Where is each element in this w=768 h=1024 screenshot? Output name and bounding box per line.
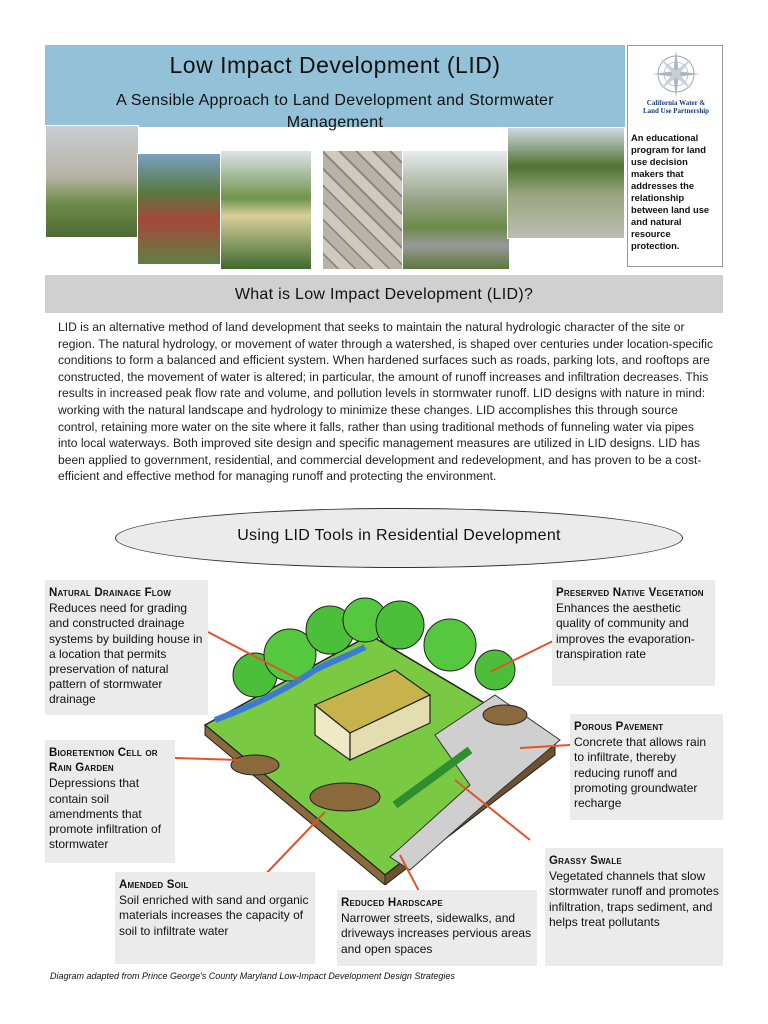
callout-amended-soil xyxy=(115,872,315,964)
logo-line-2: Land Use Partnership xyxy=(642,107,710,115)
page-title: Low Impact Development (LID) xyxy=(169,52,501,78)
callout-porous-pavement xyxy=(570,714,723,820)
callout-bioretention-cell xyxy=(45,740,175,863)
diagram-title: Using LID Tools in Residential Development xyxy=(237,527,561,544)
callout-heading: Reduced Hardscape xyxy=(341,897,443,909)
program-description: An educational program for land use decision makers that addresses the relationship between land use and natural resource protection. xyxy=(631,132,710,251)
callout-grassy-swale xyxy=(545,848,723,966)
section-heading: What is Low Impact Development (LID)? xyxy=(234,286,534,303)
callout-text: Reduces need for grading and constructed drainage systems by building house in a location that permits preservation of natural pattern of stormwater drainage xyxy=(49,601,203,707)
leader-bioretention xyxy=(175,758,240,760)
callout-text: Depressions that contain soil amendments that promote infiltration of stormwater xyxy=(49,776,162,852)
callout-text: Narrower streets, sidewalks, and driveways increases pervious areas and open spaces xyxy=(341,911,532,956)
leader-porous-pavement xyxy=(520,745,570,748)
callout-text: Soil enriched with sand and organic materials increases the capacity of soil to infiltrate water xyxy=(119,893,309,938)
callout-heading: Amended Soil xyxy=(119,879,189,891)
leader-amended-soil xyxy=(260,812,325,880)
callout-heading: Bioretention Cell or Rain Garden xyxy=(49,747,158,775)
callout-preserved-native-vegetation xyxy=(552,580,715,686)
callout-heading: Preserved Native Vegetation xyxy=(556,587,704,599)
callout-reduced-hardscape xyxy=(337,890,537,966)
page-subtitle: A Sensible Approach to Land Development and Stormwater Management xyxy=(116,92,554,131)
callout-text: Concrete that allows rain to infiltrate, thereby reducing runoff and promoting groundwater recharge xyxy=(574,735,707,811)
callout-text: Enhances the aesthetic quality of community and improves the evaporation-transpiration rate xyxy=(556,601,695,661)
diagram-caption: Diagram adapted from Prince George's County Maryland Low-Impact Development Design Strategies xyxy=(50,971,455,981)
callout-heading: Porous Pavement xyxy=(574,721,664,733)
leader-grassy-swale xyxy=(455,780,530,840)
callout-natural-drainage-flow xyxy=(45,580,208,715)
leader-reduced-hardscape xyxy=(400,855,420,893)
callout-heading: Grassy Swale xyxy=(549,855,622,867)
callout-heading: Natural Drainage Flow xyxy=(49,587,172,599)
callout-text: Vegetated channels that slow stormwater runoff and promotes infiltration, traps sediment, and helps treat pollutants xyxy=(549,869,719,929)
lid-description-paragraph: LID is an alternative method of land development that seeks to maintain the natural hydrologic character of the site or region. The natural hydrology, or movement of water through a watershed, is shaped over centuries under location-specific conditions to form a balanced and efficient system. When hardened surfaces such as roads, parking lots, and rooftops are constructed, the movement of water is altered; in particular, the amount of runoff increases and infiltration decreases. This results in increased peak flow rate and volume, and pollution levels in stormwater runoff. LID designs with nature in mind: working with the natural landscape and hydrology to minimize these changes. LID accomplishes this through source control, retaining more water on the site where it falls, rather than using traditional methods of funneling water via pipes into local waterways. Both improved site design and specific management measures are utilized in LID designs. LID has been applied to government, residential, and commercial development and redevelopment, and has proven to be a cost-efficient and effective method for managing runoff and protecting the environment. xyxy=(58,320,713,484)
logo-line-1: California Water & xyxy=(646,99,706,107)
leader-natural-drainage xyxy=(208,632,300,680)
leader-native-vegetation xyxy=(490,640,555,672)
